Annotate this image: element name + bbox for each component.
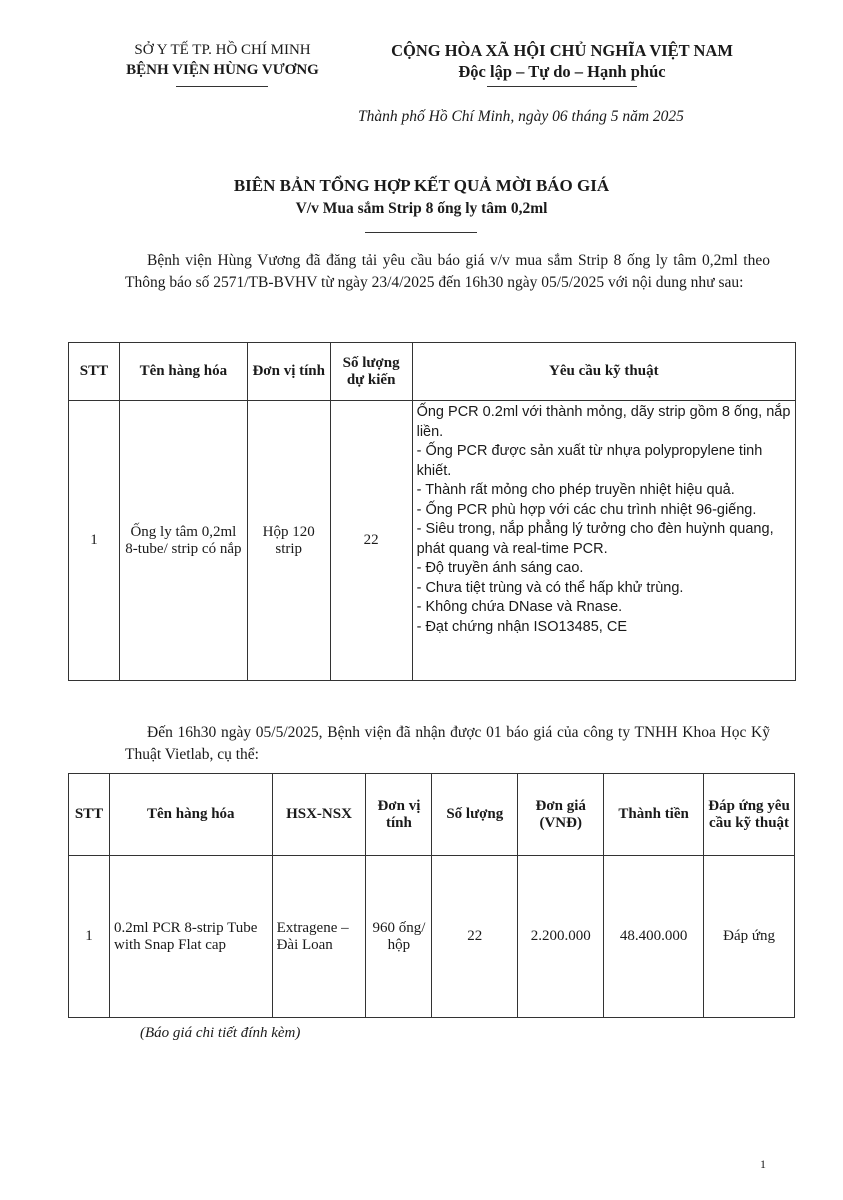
header-manufacturer: HSX-NSX (272, 774, 366, 856)
table-header-row (69, 343, 796, 401)
table-row (69, 401, 796, 681)
national-header (352, 40, 772, 82)
header-unit: Đơn vị tính (366, 774, 432, 856)
requirement-line: - Độ truyền ánh sáng cao. (416, 560, 584, 576)
title-underline (365, 232, 477, 233)
requirement-line: - Siêu trong, nắp phẳng lý tưởng cho đèn huỳnh quang, phát quang và real-time PCR. (416, 521, 774, 557)
header-left-underline (176, 86, 268, 87)
cell-unit-price: 2.200.000 (518, 856, 604, 1018)
document-title: BIÊN BẢN TỔNG HỢP KẾT QUẢ MỜI BÁO GIÁ (233, 176, 610, 195)
page-number: 1 (760, 1157, 766, 1171)
hospital-name: BỆNH VIỆN HÙNG VƯƠNG (126, 62, 319, 78)
requirement-line: - Thành rất mỏng cho phép truyền nhiệt hiệu quả. (416, 482, 735, 498)
header-stt: STT (69, 343, 120, 401)
table-row (69, 856, 795, 1018)
header-requirements: Yêu cầu kỹ thuật (412, 343, 795, 401)
requirements-table (68, 342, 796, 681)
date-line: Thành phố Hồ Chí Minh, ngày 06 tháng 5 năm 2025 (358, 108, 684, 125)
cell-quantity: 22 (330, 401, 412, 681)
department-name: SỞ Y TẾ TP. HỒ CHÍ MINH (134, 42, 311, 58)
result-paragraph (125, 722, 770, 766)
country-name: CỘNG HÒA XÃ HỘI CHỦ NGHĨA VIỆT NAM (391, 41, 733, 60)
document-subtitle: V/v Mua sắm Strip 8 ống ly tâm 0,2ml (295, 200, 548, 217)
requirement-line: - Ống PCR phù hợp với các chu trình nhiệt 96-giếng. (416, 501, 757, 518)
header-meets-requirements: Đáp ứng yêu cầu kỹ thuật (704, 774, 795, 856)
header-stt: STT (69, 774, 110, 856)
motto: Độc lập – Tự do – Hạnh phúc (458, 62, 666, 81)
header-item-name: Tên hàng hóa (119, 343, 247, 401)
header-total: Thành tiền (604, 774, 704, 856)
intro-paragraph (125, 250, 770, 294)
requirement-line: Ống PCR 0.2ml với thành mỏng, dãy strip gồm 8 ống, nắp liền. (416, 404, 791, 440)
header-unit-price: Đơn giá (VNĐ) (518, 774, 604, 856)
header-quantity: Số lượng (432, 774, 518, 856)
cell-meets-requirements: Đáp ứng (704, 856, 795, 1018)
organization-header (100, 40, 345, 80)
header-unit: Đơn vị tính (247, 343, 330, 401)
intro-text: Bệnh viện Hùng Vương đã đăng tải yêu cầu báo giá v/v mua sắm Strip 8 ống ly tâm 0,2ml theo Thông báo số 2571/TB-BVHV từ ngày 23/4/2025 đến 16h30 ngày 05/5/2025 với nội dung như sau: (125, 252, 770, 291)
header-right-underline (487, 86, 637, 87)
cell-item-name: Ống ly tâm 0,2ml 8-tube/ strip có nắp (119, 401, 247, 681)
result-text: Đến 16h30 ngày 05/5/2025, Bệnh viện đã nhận được 01 báo giá của công ty TNHH Khoa Học Kỹ Thuật Vietlab, cụ thể: (125, 724, 770, 763)
cell-total: 48.400.000 (604, 856, 704, 1018)
header-quantity: Số lượng dự kiến (330, 343, 412, 401)
cell-quantity: 22 (432, 856, 518, 1018)
cell-stt: 1 (69, 856, 110, 1018)
cell-manufacturer: Extragene – Đài Loan (272, 856, 366, 1018)
header-item-name: Tên hàng hóa (109, 774, 272, 856)
requirement-line: - Không chứa DNase và Rnase. (416, 599, 623, 615)
cell-item-name: 0.2ml PCR 8-strip Tube with Snap Flat cap (109, 856, 272, 1018)
cell-requirements (412, 401, 795, 681)
cell-unit: Hộp 120 strip (247, 401, 330, 681)
requirement-line: - Chưa tiệt trùng và có thể hấp khử trùng. (416, 579, 684, 596)
cell-stt: 1 (69, 401, 120, 681)
requirement-line: - Đạt chứng nhận ISO13485, CE (416, 618, 628, 635)
cell-unit: 960 ống/ hộp (366, 856, 432, 1018)
table-header-row (69, 774, 795, 856)
quotation-table (68, 773, 795, 1018)
attachment-note: (Báo giá chi tiết đính kèm) (140, 1025, 301, 1041)
requirement-line: - Ống PCR được sản xuất từ nhựa polypropylene tinh khiết. (416, 443, 763, 479)
